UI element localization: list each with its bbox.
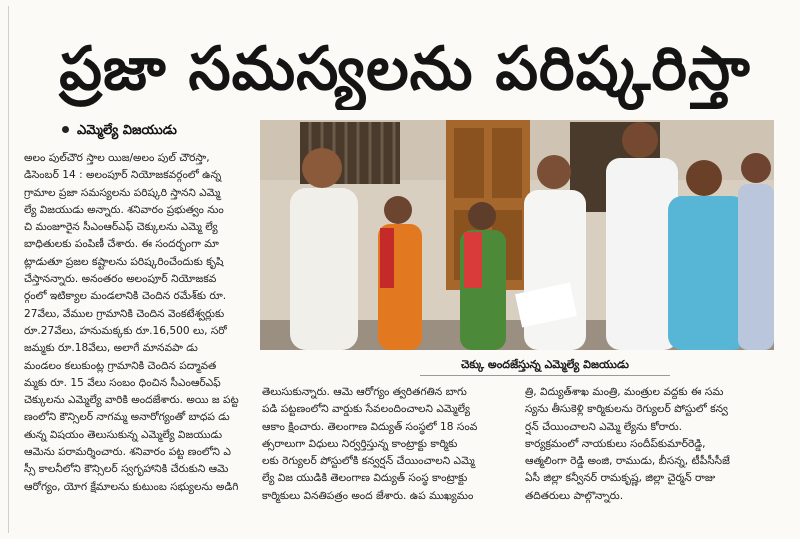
article-line: త్సరాలుగా విధులు నిర్వర్తిస్తున్న కాంట్రాక్టు కార్మికు — [262, 437, 458, 450]
article-column-1 — [24, 150, 252, 496]
news-photo — [260, 120, 774, 350]
article-line: ఆకాం క్షించారు. తెలంగాణ విద్యుత్ సంస్థలో 18 సంవ — [262, 420, 478, 433]
photo-caption: చెక్కు అందజేస్తున్న ఎమ్మెల్యే విజయుడు — [420, 355, 670, 376]
headline: ప్రజా సమస్యలను పరిష్కరిస్తా — [59, 34, 751, 104]
article-line: ఏసీ జిల్లా కన్వీనర్ రామకృష్ణ, జిల్లా చైర్మన్ రాజు — [525, 472, 716, 485]
article-line: ర్గంలో ఇటిక్యాల మండలానికి చెందిన రమేశ్‌కు రూ. — [24, 290, 227, 303]
article-line: స్యను తీసుకెళ్లి కార్మికులను రెగ్యులర్ పోస్టులో కన్వ — [525, 403, 728, 416]
article-line: ల్యే విజ యుడికి తెలంగాణ విద్యుత్ సంస్థ కాంట్రాక్టు — [262, 472, 468, 485]
article-line: జమ్మకు రూ.18వేలు, అలాగే మానవపా డు — [24, 342, 198, 355]
byline — [62, 122, 252, 140]
article-line: బాధితులకు పంపిణీ చేశారు. ఈ సందర్భంగా మా — [24, 238, 219, 251]
article-line: 27వేలు, వేముల గ్రామానికి చెందిన వెంకటేశ్వర్లుకు — [24, 307, 225, 320]
article-line: ల్యే విజయుడు అన్నారు. శనివారం ప్రభుత్వం నుం — [24, 203, 224, 216]
article-line: మ్మకు రూ. 15 వేలు సంబం ధించిన సీఎంఆర్‌ఎఫ్ — [24, 376, 221, 389]
article-line: ఆమెను పరామర్శించారు. శనివారం పట్ట ణంలోని ఎ — [24, 446, 231, 459]
article-line: స్సీ కాలనీలోని కౌన్సిలర్ స్వగృహానికి చేరుకుని ఆమె — [24, 463, 229, 476]
article-line: తెలుసుకున్నారు. ఆమె ఆరోగ్యం త్వరితగతిన బాగు — [262, 386, 467, 398]
article-column-2 — [262, 384, 516, 505]
byline-text: ఎమ్మెల్యే విజయుడు — [77, 123, 177, 138]
page-edge-rule — [8, 6, 9, 533]
article-line: లకు రెగ్యులర్ పోస్టులోకి కన్వర్షన్ చేయించాలని ఎమ్మె — [262, 455, 475, 468]
article-line: డిసెంబర్ 14 : అలంపూర్ నియోజకవర్గంలో ఉన్న — [24, 169, 222, 182]
article-line: అలం పుల్‌చౌర స్తాల యిజ/అలం పుల్ చౌరస్తా, — [24, 152, 210, 164]
article-line: ట్లాడుతూ ప్రజల కష్టాలను పరిష్కరించేందుకు కృషి — [24, 255, 224, 268]
article-line: కార్మికులు వినతిపత్రం అంద జేశారు. ఉప ముఖ్యమం — [262, 489, 474, 502]
bullet-icon — [62, 126, 69, 133]
article-column-3 — [525, 384, 780, 505]
article-line: ర్షన్ చేయించాలని ఎమ్మె ల్యేను కోరారు. — [525, 420, 682, 433]
article-line: తదితరులు పాల్గొన్నారు. — [525, 489, 624, 502]
article-line: పడి పట్టణంలోని వార్డుకు సేవలందించాలని ఎమ్మెల్యే — [262, 403, 470, 416]
article-line: ఆరోగ్యం, యోగ క్షేమాలను కుటుంబ సభ్యులను అడిగి — [24, 480, 239, 493]
article-line: తున్న విషయం తెలుసుకున్న ఎమ్మెల్యే విజయుడు — [24, 428, 222, 441]
article-line: చి మంజూరైన సీఎంఆర్‌ఎఫ్ చెక్కులను ఎమ్మె ల్యే — [24, 221, 218, 234]
article-line: త్రి, విద్యుత్‌శాఖ మంత్రి, మంత్రుల వద్దకు ఈ సమ — [525, 386, 724, 398]
article-line: గ్రామాల ప్రజా సమస్యలను పరిష్కరి స్తానని ఎమ్మె — [24, 186, 221, 199]
article-line: మండలం కలుకుంట్ల గ్రామానికి చెందిన పద్మావత — [24, 359, 217, 372]
article-line: రూ.27వేలు, హనుమక్కకు రూ.16,500 లు, సరో — [24, 324, 227, 337]
article-line: చేస్తానన్నారు. అనంతరం అలంపూర్ నియోజకవ — [24, 273, 217, 286]
article-line: చెక్కులను ఎమ్మెల్యే వారికి అందజేశారు. అయి జ పట్ట — [24, 394, 239, 407]
article-line: ఆత్మలింగా రెడ్డి అంజి, రాముడు, బీసన్న, టీపీసీసీజే — [525, 455, 730, 468]
article-line: ణంలోని కౌన్సిలర్ నాగమ్మ అనారోగ్యంతో బాధప డు — [24, 411, 230, 424]
article-line: కార్యక్రమంలో నాయకులు సందీప్‌కుమార్‌రెడ్డి, — [525, 437, 706, 450]
